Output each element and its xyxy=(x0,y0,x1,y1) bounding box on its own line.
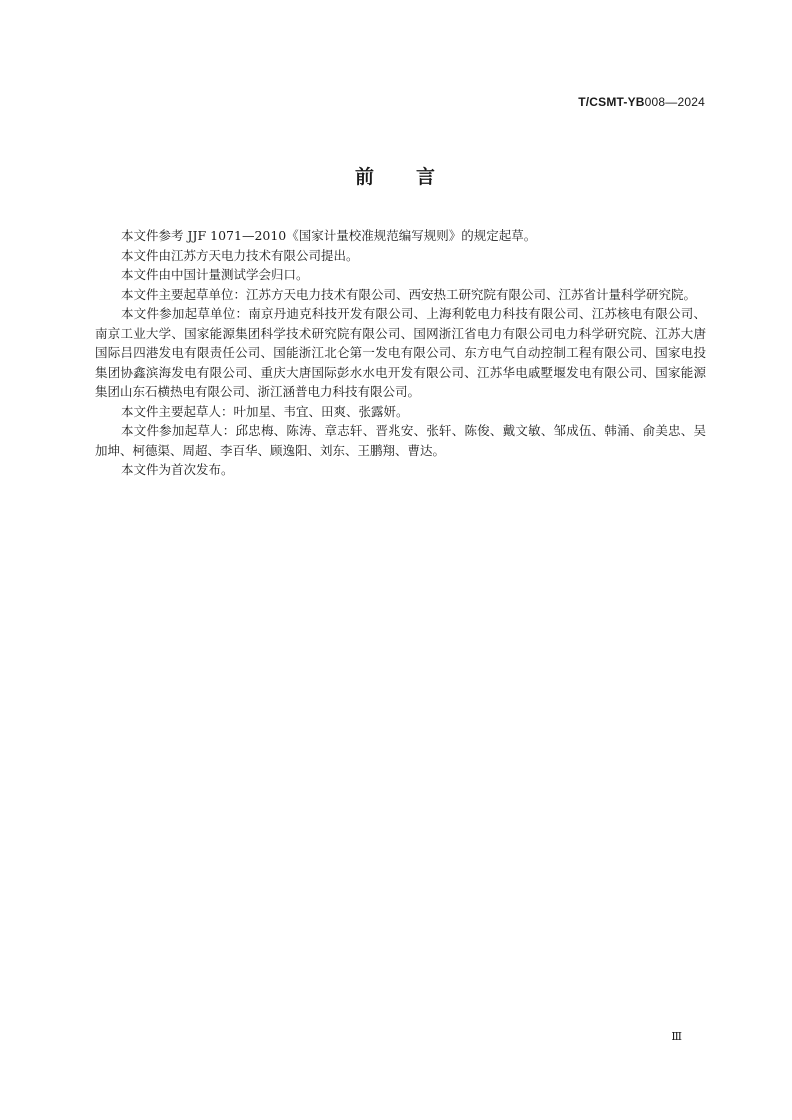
standard-code-number: 008—2024 xyxy=(644,95,705,109)
page-title xyxy=(0,162,792,189)
page-title-char-2: 言 xyxy=(416,166,438,188)
paragraph-main-drafters: 本文件主要起草人：叶加星、韦宜、田爽、张露妍。 xyxy=(121,403,409,419)
standard-code-prefix: T/CSMT-YB xyxy=(578,95,645,109)
paragraph-proposer: 本文件由江苏方天电力技术有限公司提出。 xyxy=(121,247,359,263)
paragraph-main-drafting-units: 本文件主要起草单位：江苏方天电力技术有限公司、西安热工研究院有限公司、江苏省计量科学研究院。 xyxy=(121,286,697,302)
standard-code xyxy=(578,95,705,109)
page-number: Ⅲ xyxy=(671,1030,682,1043)
paragraph-participating-drafters: 本文件参加起草人：邱忠梅、陈涛、章志轩、晋兆安、张轩、陈俊、戴文敏、邹成伍、韩涌、俞美忠、吴加坤、柯德渠、周超、李百华、顾逸阳、刘东、王鹏翔、曹达。 xyxy=(95,423,706,458)
paragraph-participating-units: 本文件参加起草单位：南京丹迪克科技开发有限公司、上海利乾电力科技有限公司、江苏核电有限公司、南京工业大学、国家能源集团科学技术研究院有限公司、国网浙江省电力有限公司电力科学研究院、江苏大唐国际吕四港发电有限责任公司、国能浙江北仑第一发电有限公司、东方电气自动控制工程有限公司、国家电投集团协鑫滨海发电有限公司、重庆大唐国际彭水水电开发有限公司、江苏华电戚墅堰发电有限公司、国家能源集团山东石横热电有限公司、浙江涵普电力科技有限公司。 xyxy=(95,306,706,399)
page-title-char-1: 前 xyxy=(354,166,376,188)
paragraph-centralized-unit: 本文件由中国计量测试学会归口。 xyxy=(121,267,309,282)
paragraph-reference: 本文件参考 JJF 1071—2010《国家计量校准规范编写规则》的规定起草。 xyxy=(121,228,537,243)
foreword-body xyxy=(95,226,706,480)
paragraph-first-release: 本文件为首次发布。 xyxy=(121,462,234,477)
